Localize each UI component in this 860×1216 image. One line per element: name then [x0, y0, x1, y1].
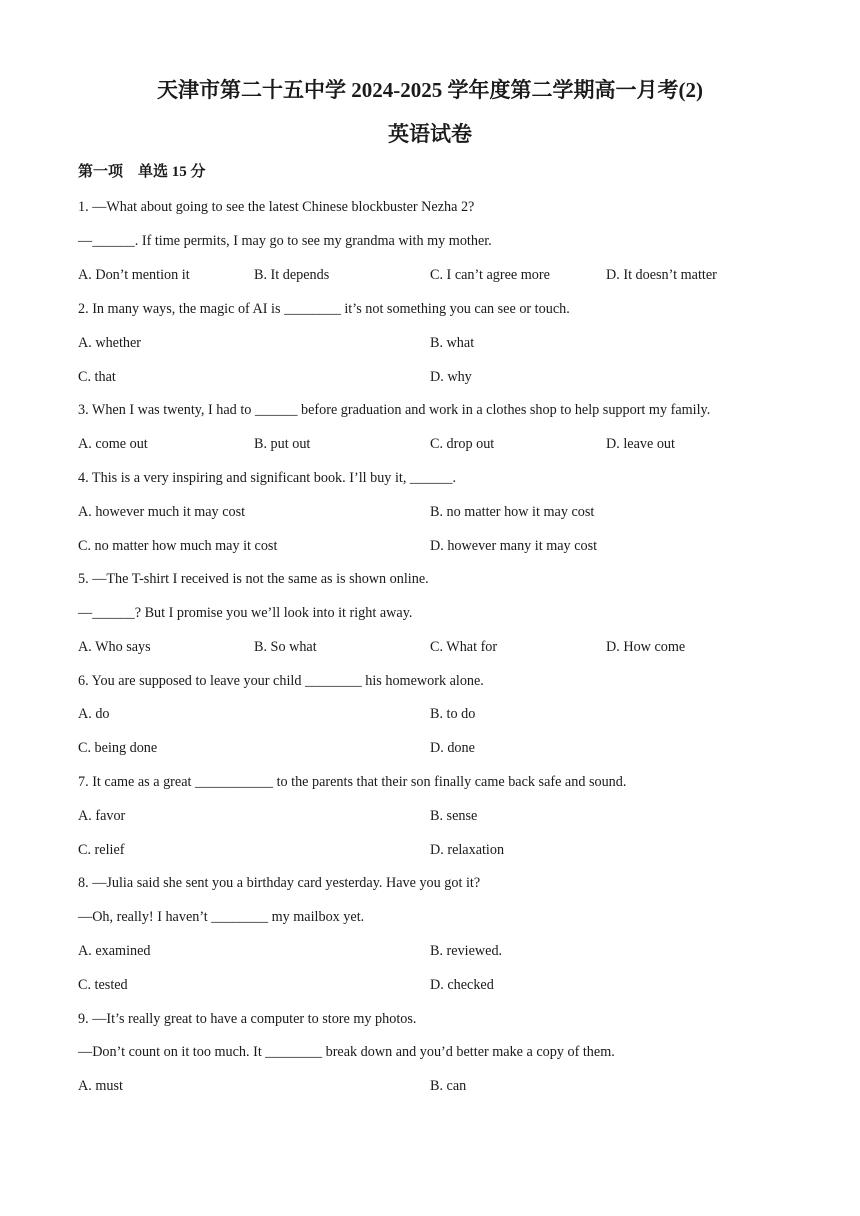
question-4-option-b: B. no matter how it may cost — [430, 504, 595, 520]
question-2-stem: 2. In many ways, the magic of AI is ________ it’s not something you can see or touch. — [78, 301, 570, 317]
question-4-option-d: D. however many it may cost — [430, 538, 598, 554]
question-2-option-d: D. why — [430, 369, 472, 385]
question-9-option-b: B. can — [430, 1078, 467, 1094]
question-1-option-d: D. It doesn’t matter — [606, 267, 717, 283]
exam-title: 天津市第二十五中学 2024-2025 学年度第二学期高一月考(2) — [157, 78, 703, 102]
question-5-option-c: C. What for — [430, 639, 498, 655]
question-7-option-a: A. favor — [78, 808, 126, 824]
question-9-stem: 9. —It’s really great to have a computer to store my photos. — [78, 1011, 417, 1027]
question-3-option-b: B. put out — [254, 436, 311, 452]
question-8-option-a: A. examined — [78, 943, 151, 959]
question-4-option-a: A. however much it may cost — [78, 504, 246, 520]
question-4-stem: 4. This is a very inspiring and significant book. I’ll buy it, ______. — [78, 470, 457, 486]
question-8-option-d: D. checked — [430, 977, 494, 993]
question-8-option-b: B. reviewed. — [430, 943, 503, 959]
question-8-option-c: C. tested — [78, 977, 128, 993]
question-5-stem: 5. —The T-shirt I received is not the same as is shown online. — [78, 571, 429, 587]
question-7-stem: 7. It came as a great ___________ to the parents that their son finally came back safe and sound. — [78, 774, 627, 790]
question-7-option-d: D. relaxation — [430, 842, 505, 858]
question-7-option-c: C. relief — [78, 842, 125, 858]
question-1-option-b: B. It depends — [254, 267, 330, 283]
section-heading: 第一项 单选 15 分 — [78, 164, 206, 180]
question-1-stem: 1. —What about going to see the latest Chinese blockbuster Nezha 2? — [78, 199, 475, 215]
question-6-option-c: C. being done — [78, 740, 158, 756]
question-2-option-a: A. whether — [78, 335, 142, 351]
question-2-option-b: B. what — [430, 335, 475, 351]
question-9-option-a: A. must — [78, 1078, 123, 1094]
question-6-stem: 6. You are supposed to leave your child ________ his homework alone. — [78, 673, 484, 689]
exam-subject-title: 英语试卷 — [388, 122, 472, 146]
question-6-option-a: A. do — [78, 706, 110, 722]
question-2-option-c: C. that — [78, 369, 116, 385]
question-5-option-a: A. Who says — [78, 639, 151, 655]
question-8-response: —Oh, really! I haven’t ________ my mailbox yet. — [78, 909, 365, 925]
question-3-option-a: A. come out — [78, 436, 148, 452]
question-8-stem: 8. —Julia said she sent you a birthday card yesterday. Have you got it? — [78, 875, 481, 891]
question-5-option-b: B. So what — [254, 639, 317, 655]
question-3-option-c: C. drop out — [430, 436, 495, 452]
question-6-option-b: B. to do — [430, 706, 476, 722]
question-5-option-d: D. How come — [606, 639, 686, 655]
question-1-option-a: A. Don’t mention it — [78, 267, 190, 283]
question-6-option-d: D. done — [430, 740, 475, 756]
question-5-response: —______? But I promise you we’ll look into it right away. — [78, 605, 413, 621]
question-3-option-d: D. leave out — [606, 436, 675, 452]
question-3-stem: 3. When I was twenty, I had to ______ before graduation and work in a clothes shop to help support my family. — [78, 402, 711, 418]
question-1-response: —______. If time permits, I may go to see my grandma with my mother. — [78, 233, 492, 249]
question-1-option-c: C. I can’t agree more — [430, 267, 550, 283]
question-7-option-b: B. sense — [430, 808, 478, 824]
question-4-option-c: C. no matter how much may it cost — [78, 538, 278, 554]
question-9-response: —Don’t count on it too much. It ________ break down and you’d better make a copy of them. — [78, 1044, 615, 1060]
